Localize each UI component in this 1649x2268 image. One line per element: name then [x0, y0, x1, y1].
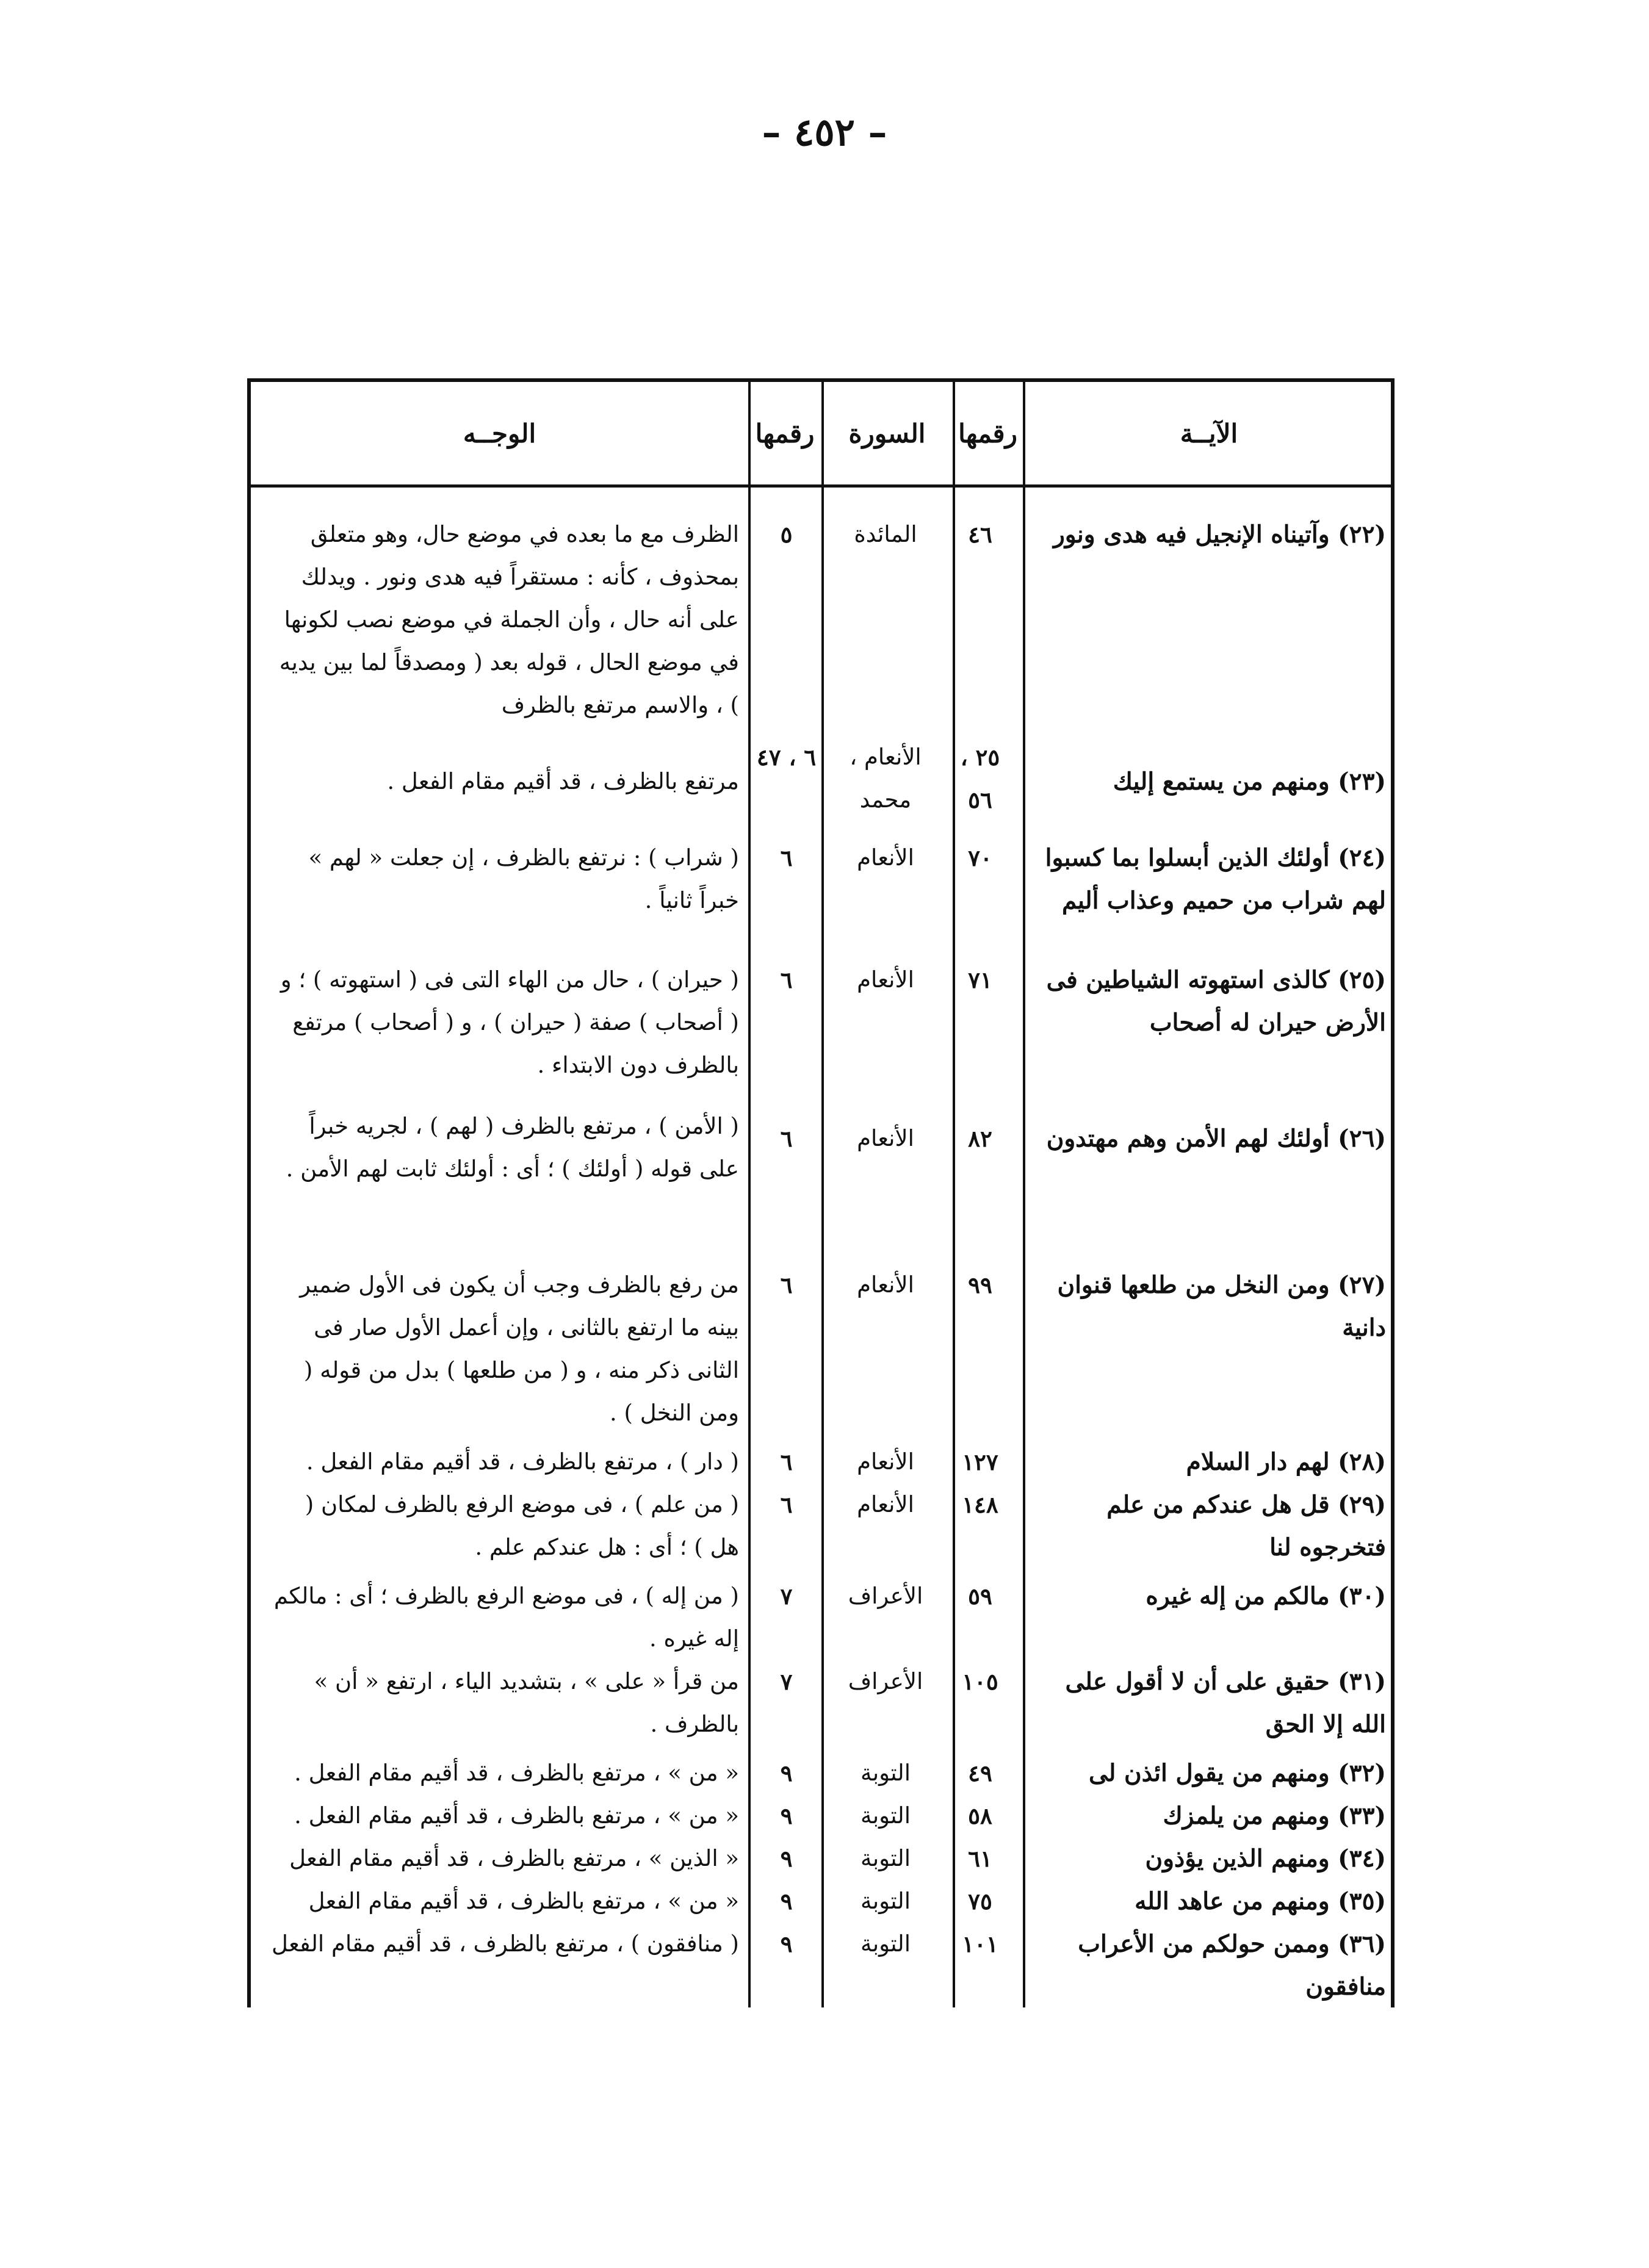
ayah-text: (٢٥) كالذى استهوته الشياطين فى الأرض حيران له أصحاب: [1046, 966, 1386, 1037]
ayah-number: ٧١: [968, 967, 992, 993]
surah-name: الأعراف: [848, 1583, 923, 1609]
surah-number: ٩: [780, 1802, 793, 1829]
ayah-number: ١٠٥: [962, 1668, 998, 1695]
ayah-number: ٥٩: [968, 1583, 992, 1610]
ayah-text: (٣٢) ومنهم من يقول ائذن لى: [1089, 1759, 1386, 1787]
wajh-text: « من » ، مرتفع بالظرف ، قد أقيم مقام الفعل .: [294, 1802, 739, 1829]
wajh-text: « من » ، مرتفع بالظرف ، قد أقيم مقام الفعل: [308, 1888, 739, 1914]
header-surah-number: رقمها: [755, 419, 815, 448]
header-surah: السورة: [848, 419, 926, 448]
wajh-text: ( حيران ) ، حال من الهاء التى فى ( استهوته ) ؛ و ( أصحاب ) صفة ( حيران ) ، و ( أصحاب ) مرتفع بالظرف دون الابتداء .: [280, 967, 739, 1078]
surah-name: التوبة: [861, 1931, 911, 1957]
ayah-text: (٢٩) قل هل عندكم من علم فتخرجوه لنا: [1106, 1491, 1386, 1561]
wajh-text: « الذين » ، مرتفع بالظرف ، قد أقيم مقام الفعل: [289, 1845, 739, 1871]
surah-name: الأنعام: [857, 844, 914, 871]
wajh-text: ( دار ) ، مرتفع بالظرف ، قد أقيم مقام الفعل .: [306, 1449, 739, 1475]
ayah-text: (٣٥) ومنهم من عاهد الله: [1135, 1887, 1386, 1915]
ayah-number: ٧٥: [968, 1888, 992, 1915]
wajh-text: ( منافقون ) ، مرتفع بالظرف ، قد أقيم مقام الفعل: [272, 1931, 739, 1957]
ayah-number: ١٤٨: [962, 1491, 998, 1518]
surah-name: المائدة: [854, 521, 917, 547]
ayah-text: (٢٦) أولئك لهم الأمن وهم مهتدون: [1046, 1125, 1386, 1153]
surah-number: ٦ ، ٤٧: [756, 744, 817, 771]
ayah-text: (٣٠) مالكم من إله غيره: [1146, 1582, 1386, 1610]
column-divider: [821, 382, 824, 2007]
wajh-text: مرتفع بالظرف ، قد أقيم مقام الفعل .: [387, 768, 739, 794]
surah-name: التوبة: [861, 1802, 911, 1829]
wajh-text: الظرف مع ما بعده في موضع حال، وهو متعلق بمحذوف ، كأنه : مستقراً فيه هدى ونور . ويدلك على أنه حال ، وأن الجملة في موضع نصب لكونها في موضع الحال ، قوله بعد ( ومصدقاً لما بين يديه ) ، والاسم مرتفع بالظرف: [279, 521, 739, 718]
ayah-text: (٣٤) ومنهم الذين يؤذون: [1145, 1845, 1386, 1873]
ayah-table: [247, 378, 1395, 2007]
ayah-number: ٢٥ ، ٥٦: [960, 744, 1000, 813]
surah-number: ٩: [780, 1888, 793, 1915]
ayah-number: ٩٩: [968, 1272, 992, 1298]
surah-number: ٩: [780, 1931, 793, 1957]
wajh-text: ( من علم ) ، فى موضع الرفع بالظرف لمكان ( هل ) ؛ أى : هل عندكم علم .: [305, 1491, 739, 1560]
surah-name: التوبة: [861, 1888, 911, 1914]
surah-number: ٦: [780, 1272, 793, 1298]
surah-name: الأنعام: [857, 1125, 914, 1151]
header-ayah: الآيــة: [1180, 419, 1238, 448]
ayah-number: ١٢٧: [962, 1449, 998, 1475]
surah-name: الأنعام: [857, 1272, 914, 1298]
ayah-text: (٣١) حقيق على أن لا أقول على الله إلا الحق: [1065, 1668, 1386, 1738]
surah-name: الأنعام: [857, 1491, 914, 1517]
wajh-text: ( من إله ) ، فى موضع الرفع بالظرف ؛ أى : مالكم إله غيره .: [273, 1583, 739, 1652]
surah-number: ٦: [780, 1491, 793, 1518]
surah-name: الأنعام ، محمد: [850, 744, 922, 813]
header-wajh: الوجــه: [463, 419, 536, 448]
page-number: – ٤٥٢ –: [762, 110, 887, 154]
wajh-text: ( الأمن ) ، مرتفع بالظرف ( لهم ) ، لجريه خبراً على قوله ( أولئك ) ؛ أى : أولئك ثابت لهم الأمن .: [286, 1113, 739, 1182]
wajh-text: من قرأ « على » ، بتشديد الياء ، ارتفع « أن » بالظرف .: [314, 1668, 739, 1737]
ayah-number: ٤٦: [968, 521, 992, 548]
ayah-number: ٨٢: [968, 1125, 992, 1152]
ayah-number: ٤٩: [968, 1760, 992, 1787]
ayah-number: ٦١: [968, 1845, 992, 1872]
ayah-text: (٢٤) أولئك الذين أبسلوا بما كسبوا لهم شراب من حميم وعذاب أليم: [1045, 844, 1386, 915]
ayah-text: (٣٦) وممن حولكم من الأعراب منافقون: [1078, 1930, 1386, 2001]
surah-number: ٦: [780, 1125, 793, 1152]
ayah-text: (٢٣) ومنهم من يستمع إليك: [1113, 768, 1386, 796]
surah-number: ٥: [780, 521, 793, 548]
surah-number: ٦: [780, 967, 793, 993]
surah-number: ٦: [780, 1449, 793, 1475]
ayah-number: ١٠١: [962, 1931, 998, 1957]
surah-name: التوبة: [861, 1760, 911, 1786]
wajh-text: من رفع بالظرف وجب أن يكون فى الأول ضمير بينه ما ارتفع بالثانى ، وإن أعمل الأول صار فى الثانى ذكر منه ، و ( من طلعها ) بدل من قوله ( ومن النخل ) .: [300, 1272, 739, 1426]
header-ayah-number: رقمها: [958, 419, 1017, 448]
ayah-text: (٢٨) لهم دار السلام: [1186, 1448, 1386, 1476]
ayah-text: (٢٧) ومن النخل من طلعها قنوان دانية: [1057, 1271, 1386, 1342]
ayah-text: (٣٣) ومنهم من يلمزك: [1163, 1802, 1386, 1830]
column-divider: [748, 382, 751, 2007]
header-rule: [251, 484, 1391, 488]
wajh-text: « من » ، مرتفع بالظرف ، قد أقيم مقام الفعل .: [294, 1760, 739, 1786]
surah-number: ٩: [780, 1760, 793, 1787]
ayah-number: ٧٠: [968, 844, 992, 871]
surah-number: ٩: [780, 1845, 793, 1872]
surah-name: الأعراف: [848, 1668, 923, 1694]
surah-name: التوبة: [861, 1845, 911, 1871]
wajh-text: ( شراب ) : نرتفع بالظرف ، إن جعلت « لهم » خبراً ثانياً .: [308, 844, 739, 913]
surah-name: الأنعام: [857, 1449, 914, 1475]
ayah-text: (٢٢) وآتيناه الإنجيل فيه هدى ونور: [1053, 520, 1386, 549]
surah-number: ٧: [780, 1668, 793, 1695]
surah-name: الأنعام: [857, 967, 914, 993]
ayah-number: ٥٨: [968, 1802, 992, 1829]
surah-number: ٧: [780, 1583, 793, 1610]
surah-number: ٦: [780, 844, 793, 871]
